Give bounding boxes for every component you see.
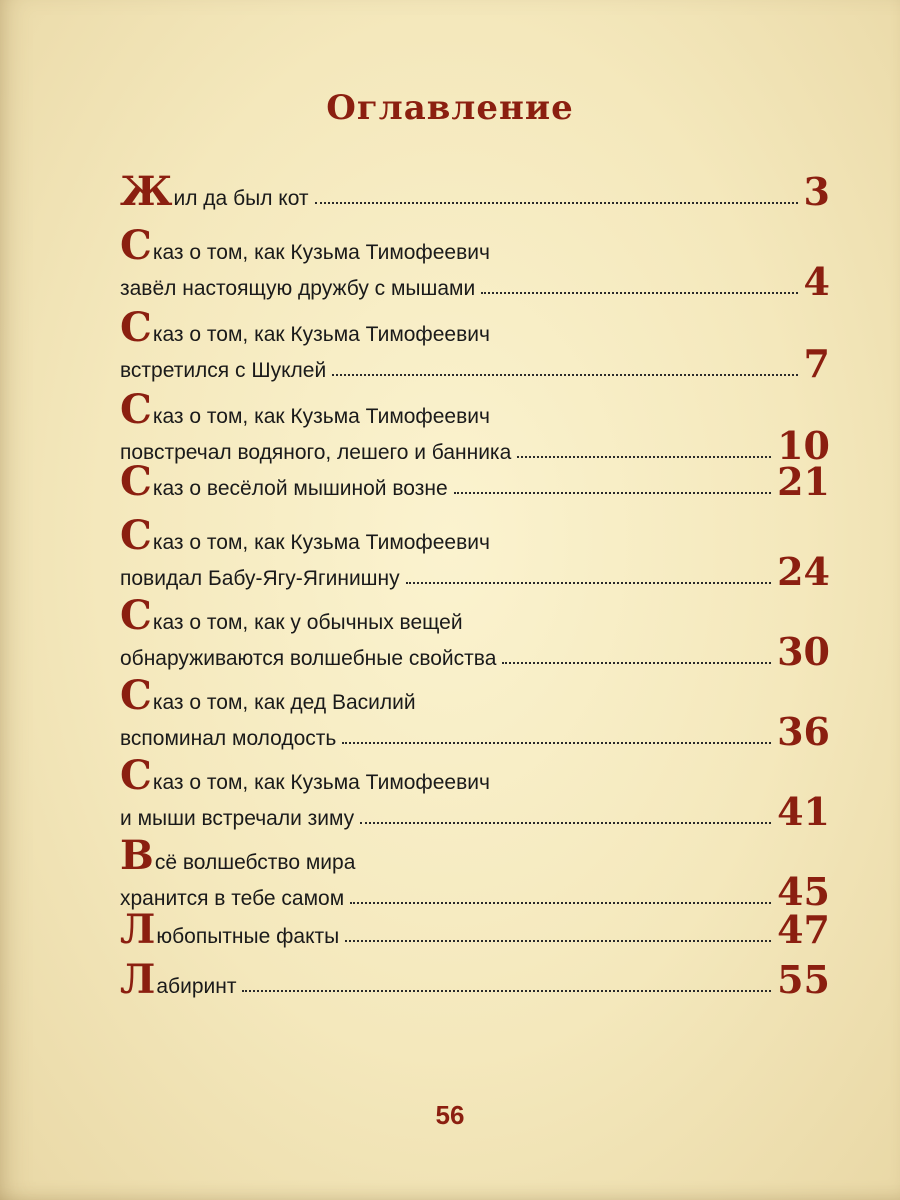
page-ref: 45	[777, 869, 830, 914]
drop-cap: С	[120, 304, 152, 351]
drop-cap: С	[120, 672, 152, 719]
toc-entry	[120, 592, 830, 674]
toc-entry	[120, 512, 830, 594]
dot-leader	[315, 201, 798, 204]
toc-entry	[120, 222, 830, 304]
entry-title-cont: вспоминал молодость	[120, 727, 337, 750]
entry-title-cont: завёл настоящую дружбу с мышами	[120, 277, 476, 300]
toc-entry	[120, 956, 830, 1003]
toc-entry	[120, 832, 830, 914]
drop-cap: В	[120, 832, 154, 879]
entry-title-cont: и мыши встречали зиму	[120, 807, 355, 830]
dot-leader	[242, 989, 771, 992]
dot-leader	[481, 291, 797, 294]
entry-title: каз о том, как дед Василий	[152, 691, 416, 714]
toc-line	[120, 512, 830, 559]
toc-entry	[120, 672, 830, 754]
drop-cap: С	[120, 592, 152, 639]
toc-entry	[120, 906, 830, 953]
dot-leader	[332, 373, 797, 376]
dot-leader	[342, 741, 771, 744]
entry-title: юбопытные факты	[156, 925, 340, 948]
page-ref: 41	[777, 789, 830, 834]
toc-line	[120, 592, 830, 639]
toc-entry	[120, 458, 830, 505]
page-number: 56	[435, 1100, 465, 1130]
dot-leader	[345, 939, 771, 942]
page-ref: 4	[803, 259, 830, 304]
entry-title: ил да был кот	[173, 187, 309, 210]
entry-title-cont: встретился с Шуклей	[120, 359, 327, 382]
drop-cap: Ж	[120, 168, 173, 215]
dot-leader	[502, 661, 771, 664]
entry-title-cont: повидал Бабу-Ягу-Ягинишну	[120, 567, 400, 590]
page-ref: 36	[777, 709, 830, 754]
drop-cap: Л	[120, 906, 156, 953]
toc-line	[120, 906, 830, 953]
toc-entry	[120, 168, 830, 215]
entry-title: каз о том, как Кузьма Тимофеевич	[152, 241, 490, 264]
entry-title-cont: повстречал водяного, лешего и банника	[120, 441, 512, 464]
dot-leader	[517, 455, 771, 458]
page-title: Оглавление	[326, 88, 574, 128]
entry-title-cont: обнаруживаются волшебные свойства	[120, 647, 497, 670]
toc-entry	[120, 304, 830, 386]
drop-cap: С	[120, 222, 152, 269]
toc-line	[120, 832, 830, 879]
toc-line	[120, 752, 830, 799]
toc-line	[120, 304, 830, 351]
toc-line	[120, 956, 830, 1003]
page-ref: 7	[803, 341, 830, 386]
page-ref: 3	[803, 169, 830, 214]
toc-line	[120, 709, 830, 754]
toc-line	[120, 549, 830, 594]
toc-line	[120, 341, 830, 386]
toc-line	[120, 458, 830, 505]
drop-cap: С	[120, 386, 152, 433]
toc-line	[120, 629, 830, 674]
dot-leader	[360, 821, 771, 824]
toc-line	[120, 789, 830, 834]
page-ref: 55	[777, 957, 830, 1002]
toc-entry	[120, 752, 830, 834]
toc-line	[120, 423, 830, 468]
toc-line	[120, 259, 830, 304]
page-ref: 47	[777, 907, 830, 952]
page-ref: 21	[777, 459, 830, 504]
toc-line	[120, 386, 830, 433]
drop-cap: С	[120, 458, 152, 505]
dot-leader	[454, 491, 771, 494]
entry-title-cont: хранится в тебе самом	[120, 887, 345, 910]
page-ref: 30	[777, 629, 830, 674]
toc-line	[120, 672, 830, 719]
entry-title: каз о весёлой мышиной возне	[152, 477, 448, 500]
page-ref: 10	[777, 423, 830, 468]
dot-leader	[350, 901, 771, 904]
toc-line	[120, 222, 830, 269]
entry-title: каз о том, как Кузьма Тимофеевич	[152, 771, 490, 794]
entry-title: каз о том, как Кузьма Тимофеевич	[152, 531, 490, 554]
drop-cap: С	[120, 752, 152, 799]
toc-line	[120, 869, 830, 914]
entry-title: каз о том, как у обычных вещей	[152, 611, 463, 634]
drop-cap: С	[120, 512, 152, 559]
entry-title: каз о том, как Кузьма Тимофеевич	[152, 405, 490, 428]
drop-cap: Л	[120, 956, 156, 1003]
entry-title: сё волшебство мира	[154, 851, 356, 874]
page-ref: 24	[777, 549, 830, 594]
dot-leader	[406, 581, 771, 584]
toc-entry	[120, 386, 830, 468]
entry-title: каз о том, как Кузьма Тимофеевич	[152, 323, 490, 346]
toc-line	[120, 168, 830, 215]
entry-title: абиринт	[156, 975, 237, 998]
